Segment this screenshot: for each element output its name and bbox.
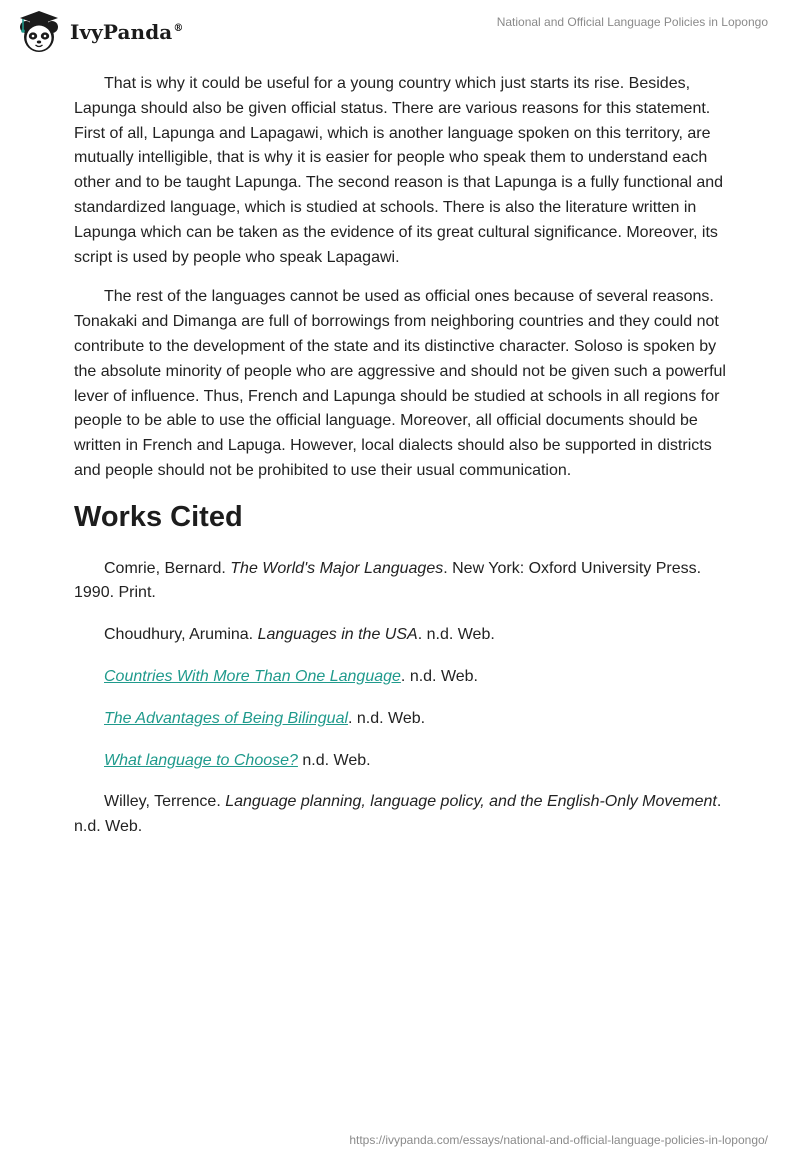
citation-author: Comrie, Bernard. [104,559,226,577]
citation-link[interactable]: What language to Choose? [104,751,298,769]
body-paragraph: That is why it could be useful for a young country which just starts its rise. Besides, Lapunga should also be given official status. There are various reasons for this statement. First of all, Lapunga and Lapagawi, which is another language spoken on this territory, are mutually intelligible, that is why it is easier for people who speak them to understand each other and to be taught Lapunga. The second reason is that Lapunga is a fully functional and standardized language, which is studied at schools. There is also the literature written in Lapunga which can be taken as the evidence of its great cultural significance. Moreover, its script is used by people who speak Lapagawi. [74,75,724,266]
citation-entry [74,623,726,648]
body-paragraph: The rest of the languages cannot be used as official ones because of several reasons. Tonakaki and Dimanga are full of borrowings from neighboring countries and they could not contribute to the development of the state and its distinctive character. Soloso is spoken by the absolute minority of people who are aggressive and should not be given such a powerful lever of influence. Thus, French and Lapunga should be studied at schools in all regions for people to be able to use the official language. Moreover, all official documents should be written in French and Lapuga. However, local dialects should also be supported in districts and people should not be prohibited to use their usual communication. [74,288,726,479]
page-header [0,0,800,64]
citation-entry [74,790,726,840]
registered-mark: ® [173,23,184,35]
essay-content [74,72,726,857]
source-url: https://ivypanda.com/essays/national-and-official-language-policies-in-lopongo/ [349,1133,768,1147]
citation-details: . n.d. Web. [348,709,426,727]
citation-link[interactable]: The Advantages of Being Bilingual [104,709,349,727]
running-title: National and Official Language Policies in Lopongo [496,15,768,29]
citation-entry [74,749,726,774]
citation-title: The World's Major Languages [230,559,444,577]
citation-details: . New York: Oxford University Press. 1990. Print. [74,559,702,602]
works-cited-heading: Works Cited [74,500,243,533]
citation-details: . n.d. Web. [417,626,495,644]
citation-author: Willey, Terrence. [104,793,221,811]
citation-author: Choudhury, Arumina. [104,626,254,644]
citation-details: n.d. Web. [297,751,371,769]
panda-graduate-icon [14,8,64,56]
citation-entry [74,665,726,690]
brand-name: IvyPanda® [70,20,184,44]
ivypanda-logo[interactable] [14,8,183,56]
citation-title: Languages in the USA [257,626,418,644]
citation-details: . n.d. Web. [74,793,722,836]
citation-link[interactable]: Countries With More Than One Language [104,667,401,685]
citation-title: Language planning, language policy, and the English-Only Movement [225,793,717,811]
citation-entry [74,557,726,607]
citation-details: . n.d. Web. [400,667,478,685]
citation-entry [74,707,726,732]
